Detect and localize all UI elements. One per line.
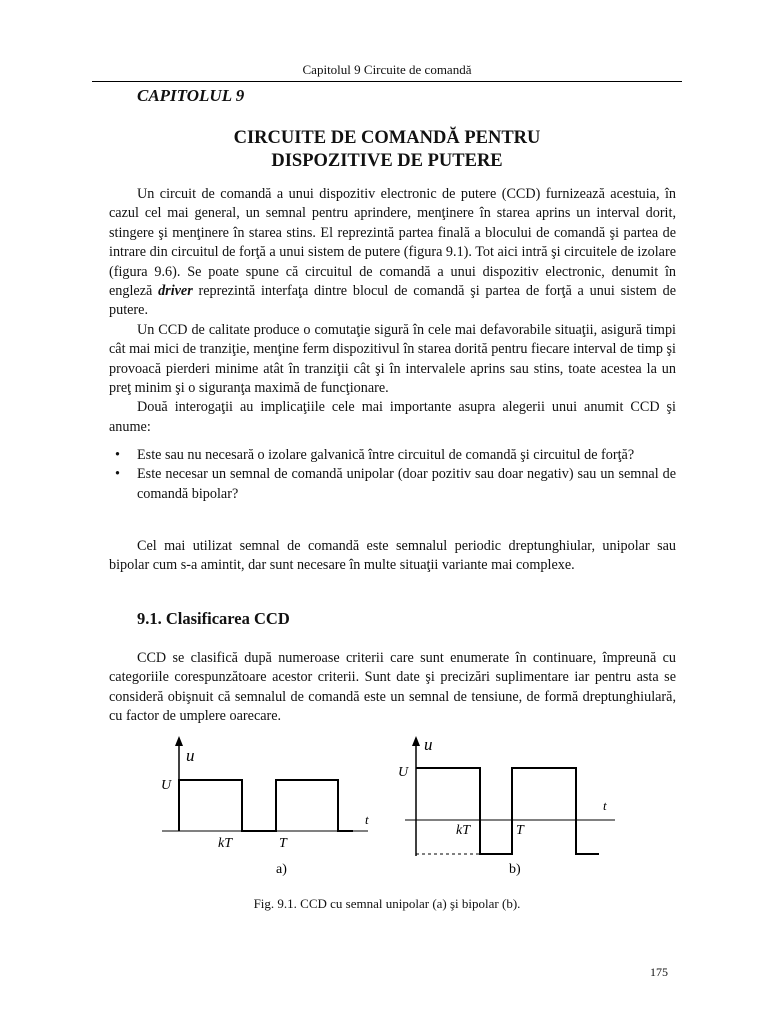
paragraph-1-part-2: reprezintă interfaţa dintre blocul de comandă şi partea de forţă a unui sistem de putere. [109, 283, 676, 319]
sublabel-a: a) [276, 862, 287, 877]
paragraph-2: Un CCD de calitate produce o comutaţie sigură în cele mai defavorabile situaţii, asigură timpi cât mai mici de tranziţie, menţine ferm dispozitivul în starea dorită pentru fiecare interval de timp şi provoacă pierderi minime atât în tranziţii cât şi în intervalele aprins sau stins, toate acestea la un preţ minim şi o siguranţa maximă de funcţionare. [109, 321, 676, 397]
label-t-a: t [365, 812, 369, 827]
section-text [109, 649, 676, 727]
section-title: 9.1. Clasificarea CCD [137, 609, 290, 628]
bullet-list [109, 446, 676, 504]
chapter-title-line-2: DISPOZITIVE DE PUTERE [271, 151, 503, 171]
paragraph-3: Două interogaţii au implicaţiile cele mai importante asupra alegerii unui anumit CCD şi anume: [109, 399, 676, 435]
chapter-title [92, 127, 682, 173]
running-header: Capitolul 9 Circuite de comandă [92, 62, 682, 82]
label-T-b: T [516, 823, 524, 838]
intro-text [109, 185, 676, 437]
paragraph-1-emphasis: driver [158, 283, 193, 300]
label-U-b: U [398, 765, 409, 780]
signal-bipolar [416, 768, 599, 854]
arrow-u-a [175, 736, 183, 746]
bullet-item [109, 465, 676, 504]
label-t-b: t [603, 798, 607, 813]
bullet-symbol: • [115, 466, 120, 483]
section-paragraph: CCD se clasifică după numeroase criterii care sunt enumerate în continuare, împreună cu categoriile corespunzătoare acestor criterii. Sunt date şi precizări suplimentare iar pentru asta se consideră obişnuit că semnalul de comandă este un semnal de tensiune, de formă dreptunghiulară, cu factor de umplere oarecare. [109, 650, 676, 725]
page-number: 175 [650, 965, 668, 979]
waveform-bipolar [398, 735, 615, 877]
sublabel-b: b) [509, 862, 521, 877]
figure-caption: Fig. 9.1. CCD cu semnal unipolar (a) şi bipolar (b). [253, 896, 521, 911]
waveform-unipolar [161, 736, 369, 877]
label-kT-a: kT [218, 836, 232, 851]
chapter-title-line-1: CIRCUITE DE COMANDĂ PENTRU [233, 128, 541, 148]
chapter-label: CAPITOLUL 9 [137, 86, 245, 105]
arrow-u-b [412, 736, 420, 746]
label-u-a: u [186, 746, 195, 765]
bullet-text: Este necesar un semnal de comandă unipolar (doar pozitiv sau doar negativ) sau un semnal de comandă bipolar? [137, 466, 676, 502]
label-u-b: u [424, 735, 433, 754]
paragraph-4-block [109, 537, 676, 576]
bullet-symbol: • [115, 447, 120, 463]
paragraph-1 [109, 185, 676, 321]
label-T-a: T [279, 836, 287, 851]
bullet-item [109, 446, 676, 465]
paragraph-4: Cel mai utilizat semnal de comandă este semnalul periodic dreptunghiular, unipolar sau bipolar cum s-a amintit, dar sunt necesare în multe situaţii variante mai complexe. [109, 538, 676, 574]
figure-9-1 [140, 730, 630, 890]
paragraph-1-part-1: Un circuit de comandă a unui dispozitiv electronic de putere (CCD) furnizează acestuia, în cazul cel mai general, un semnal pentru aprindere, menţinere în starea aprins un interval dorit, stingere şi menţinere în starea stins. El reprezintă partea finală a blocului de comandă şi partea de intrare din circuitul de forţă a unui sistem de putere (figura 9.1). Tot aici intră şi circuitele de izolare (figura 9.6). Se poate spune că circuitul de comandă a unui dispozitiv electronic, denumit în engleză [109, 186, 676, 300]
signal-unipolar [179, 780, 353, 831]
label-U-a: U [161, 778, 172, 793]
bullet-text: Este sau nu necesară o izolare galvanică între circuitul de comandă şi circuitul de forţă? [137, 447, 635, 463]
label-kT-b: kT [456, 823, 470, 838]
